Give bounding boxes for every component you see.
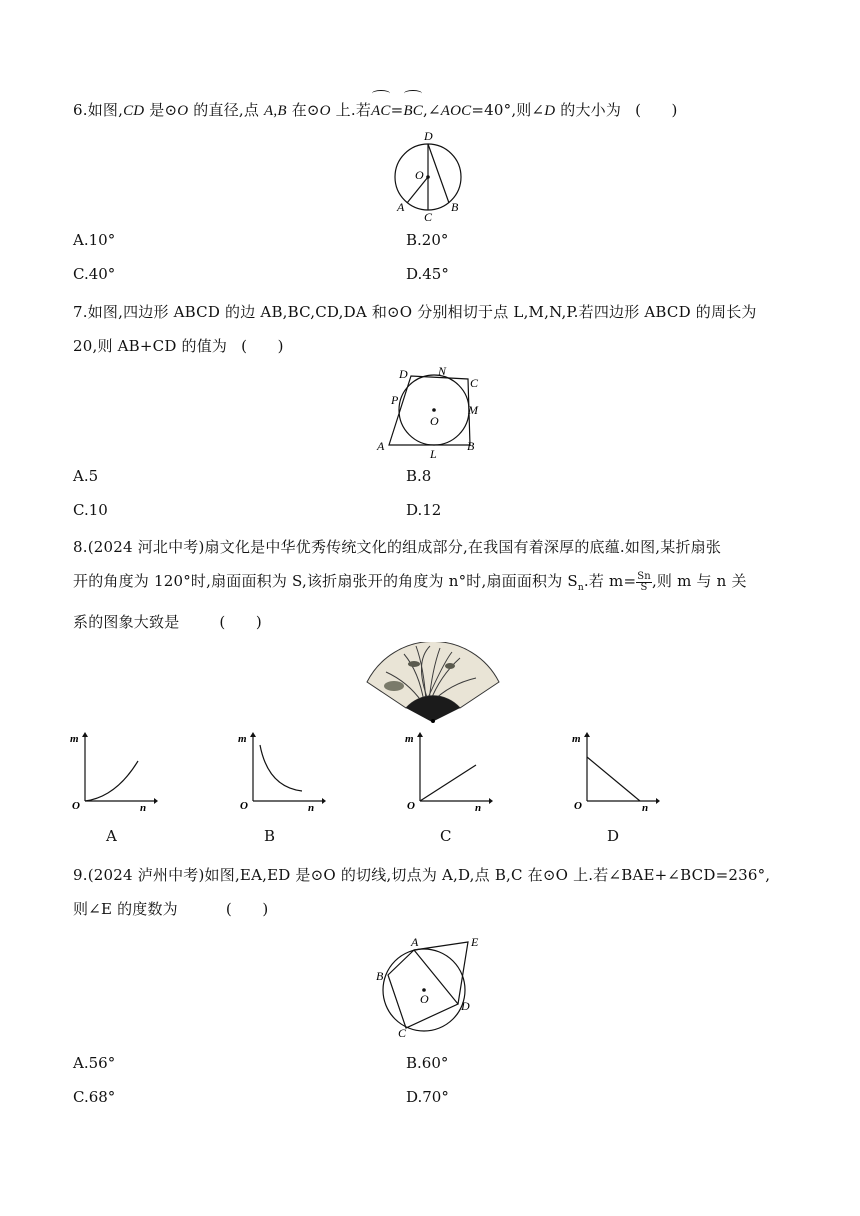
q6-var-o: O [177,103,189,119]
graph-label-c: C [440,827,452,845]
folding-fan-image [364,642,502,724]
q8-line: 系的图象大致是 [73,613,180,631]
q6-text: 的大小为 [555,101,622,119]
q8-subscript: n [577,583,584,593]
axis-n-label: n [642,802,649,811]
q6-circle-diagram [385,126,475,222]
label-c: C [470,376,479,390]
q6-text: 上.若 [330,101,372,119]
q6-text: ,∠ [423,101,441,119]
q9-line: 则∠E 的度数为 [73,900,178,918]
q6-var-o: O [319,103,331,119]
graph-label-b: B [264,827,276,845]
answer-blank: ( ) [219,613,262,631]
q6-text: =40°,则∠ [471,101,545,119]
label-b: B [376,969,384,983]
axis-n-label: n [475,802,482,811]
q8-stem [73,530,790,639]
q6-arc-ac: AC [371,94,391,128]
q8-graph-c [403,731,493,811]
q6-option-c: C.40° [73,265,116,283]
q8-line: .若 m= [583,572,637,590]
q7-stem [73,295,790,363]
label-b: B [467,439,475,453]
q9-option-c: C.68° [73,1088,116,1106]
q8-graph-a [68,731,158,811]
q7-option-d: D.12 [406,501,442,519]
q8-line: ,则 m 与 n 关 [651,572,747,590]
axis-m-label: m [70,733,79,745]
answer-blank: ( ) [635,101,678,119]
label-o: O [420,992,429,1006]
origin-label: O [72,800,80,811]
label-c: C [424,210,433,222]
origin-label: O [240,800,248,811]
origin-label: O [574,800,582,811]
answer-blank: ( ) [225,900,269,918]
q6-text: 6.如图, [73,101,124,119]
label-p: P [391,393,399,407]
axis-n-label: n [140,802,147,811]
origin-label: O [407,800,415,811]
q8-graph-b [236,731,326,811]
q6-var-cd: CD [123,103,145,119]
label-e: E [471,935,479,949]
q8-fraction [636,572,652,593]
q9-line: 9.(2024 泸州中考)如图,EA,ED 是⊙O 的切线,切点为 A,D,点 B,C 在⊙O 上.若∠BAE+∠BCD=236°, [73,866,771,884]
q7-option-c: C.10 [73,501,108,519]
q6-var-ab: A,B [264,103,287,119]
label-a: A [397,200,405,214]
fraction-denominator: S [640,581,648,593]
q6-option-d: D.45° [406,265,449,283]
label-n: N [438,364,447,378]
fraction-numerator: Sn [637,570,651,582]
q6-stem [73,93,790,128]
label-l: L [430,447,437,460]
q6-option-a: A.10° [73,231,116,249]
label-o: O [415,168,424,182]
axis-m-label: m [405,733,414,745]
label-m: M [468,403,478,417]
q6-arc-bc: BC [403,94,423,128]
graph-label-d: D [607,827,620,845]
q8-line: 8.(2024 河北中考)扇文化是中华优秀传统文化的组成部分,在我国有着深厚的底蕴.如图,某折扇张 [73,538,722,556]
label-o: O [430,414,439,428]
label-a: A [411,935,419,949]
q8-graph-d [570,731,660,811]
q9-tangent-diagram [372,934,492,1038]
label-d: D [399,367,408,381]
label-d: D [461,999,470,1013]
q7-line: 7.如图,四边形 ABCD 的边 AB,BC,CD,DA 和⊙O 分别相切于点 L,M,N,P.若四边形 ABCD 的周长为 [73,303,757,321]
label-d: D [424,129,433,143]
axis-n-label: n [308,802,315,811]
answer-blank: ( ) [241,337,284,355]
q7-line: 20,则 AB+CD 的值为 [73,337,228,355]
q6-text: = [390,101,404,119]
label-c: C [398,1026,407,1038]
q6-var-d: D [544,103,556,119]
q7-quadrilateral-diagram [372,364,488,460]
q6-text: 是⊙ [144,101,178,119]
q6-var-aoc: AOC [440,103,472,119]
q9-option-b: B.60° [406,1054,449,1072]
q8-line: 开的角度为 120°时,扇面面积为 S,该折扇张开的角度为 n°时,扇面面积为 S [73,572,578,590]
q7-option-a: A.5 [73,467,99,485]
graph-label-a: A [106,827,117,845]
axis-m-label: m [572,733,581,745]
q7-option-b: B.8 [406,467,432,485]
q9-stem [73,858,790,926]
q9-option-a: A.56° [73,1054,116,1072]
axis-m-label: m [238,733,247,745]
label-a: A [377,439,385,453]
q6-text: 的直径,点 [188,101,265,119]
q6-text: 在⊙ [286,101,320,119]
label-b: B [451,200,459,214]
q6-option-b: B.20° [406,231,449,249]
q9-option-d: D.70° [406,1088,449,1106]
